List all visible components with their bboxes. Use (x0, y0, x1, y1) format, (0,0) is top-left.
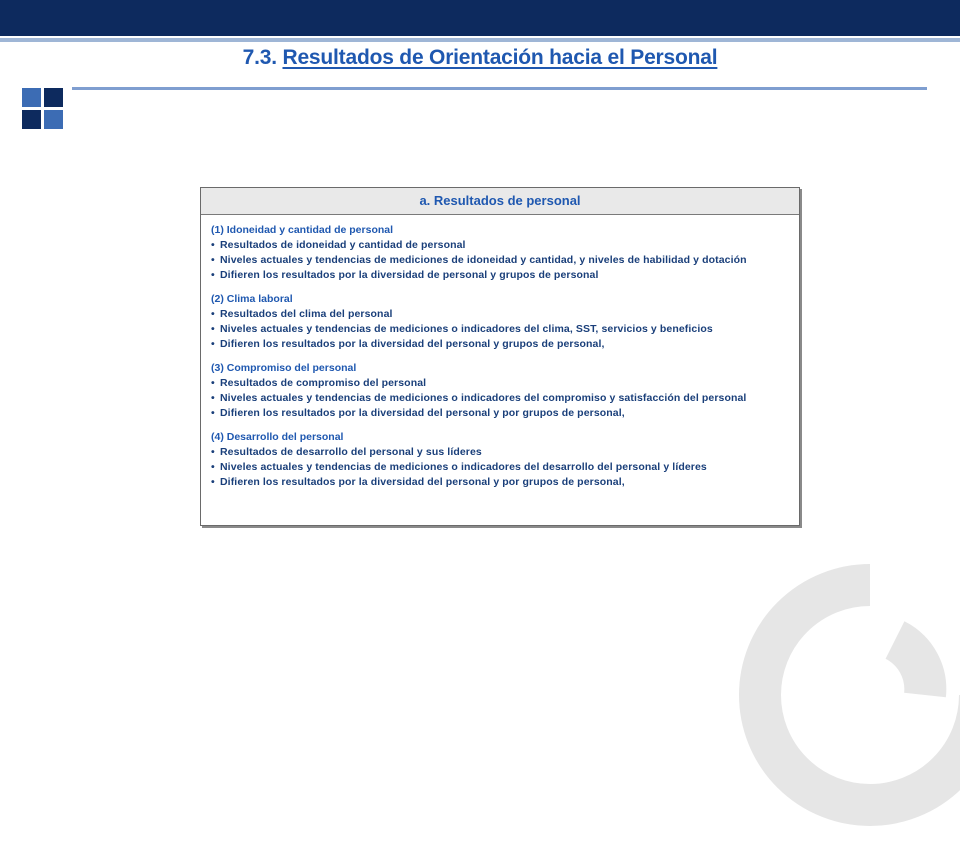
section-clima (211, 292, 789, 352)
bullet-icon: • (211, 254, 215, 266)
slide-title-text: Resultados de Orientación hacia el Personal (282, 46, 718, 69)
bullet-icon: • (211, 269, 215, 281)
list-item: • Niveles actuales y tendencias de mediciones o indicadores del compromiso y satisfacción del personal (211, 392, 747, 404)
bullet-icon: • (211, 323, 215, 335)
list-item: • Resultados de compromiso del personal (211, 377, 427, 389)
section-title: (1) Idoneidad y cantidad de personal (211, 224, 394, 236)
logo-block (44, 110, 63, 129)
slide-title-number: 7.3. (242, 46, 283, 69)
section-compromiso (211, 361, 789, 421)
results-panel (200, 187, 800, 526)
list-item: • Difieren los resultados por la diversidad de personal y grupos de personal (211, 269, 599, 281)
section-title: (2) Clima laboral (211, 293, 293, 305)
bullet-icon: • (211, 308, 215, 320)
bullet-icon: • (211, 338, 215, 350)
bullet-icon: • (211, 392, 215, 404)
title-divider (72, 87, 927, 90)
grid-logo-icon (22, 88, 66, 132)
section-title: (4) Desarrollo del personal (211, 431, 344, 443)
bullet-icon: • (211, 461, 215, 473)
bullet-icon: • (211, 239, 215, 251)
list-item: • Resultados de idoneidad y cantidad de personal (211, 239, 466, 251)
logo-block (22, 110, 41, 129)
list-item: • Niveles actuales y tendencias de mediciones o indicadores del desarrollo del personal y líderes (211, 461, 707, 473)
watermark-logo-icon (720, 545, 960, 845)
panel-header: a. Resultados de personal (201, 188, 799, 215)
bullet-icon: • (211, 377, 215, 389)
panel-body (201, 215, 799, 490)
list-item: • Resultados del clima del personal (211, 308, 393, 320)
slide-title (0, 46, 960, 70)
bullet-icon: • (211, 446, 215, 458)
section-title: (3) Compromiso del personal (211, 362, 357, 374)
bullet-icon: • (211, 476, 215, 488)
section-desarrollo (211, 430, 789, 490)
list-item: • Niveles actuales y tendencias de mediciones de idoneidad y cantidad, y niveles de habilidad y dotación (211, 254, 747, 266)
logo-block (22, 88, 41, 107)
list-item: • Difieren los resultados por la diversidad del personal y por grupos de personal, (211, 476, 625, 488)
list-item: • Difieren los resultados por la diversidad del personal y grupos de personal, (211, 338, 605, 350)
top-banner-stripe (0, 38, 960, 42)
list-item: • Resultados de desarrollo del personal y sus líderes (211, 446, 482, 458)
logo-block (44, 88, 63, 107)
list-item: • Niveles actuales y tendencias de mediciones o indicadores del clima, SST, servicios y beneficios (211, 323, 713, 335)
top-banner (0, 0, 960, 36)
section-idoneidad (211, 223, 789, 283)
bullet-icon: • (211, 407, 215, 419)
list-item: • Difieren los resultados por la diversidad del personal y por grupos de personal, (211, 407, 625, 419)
